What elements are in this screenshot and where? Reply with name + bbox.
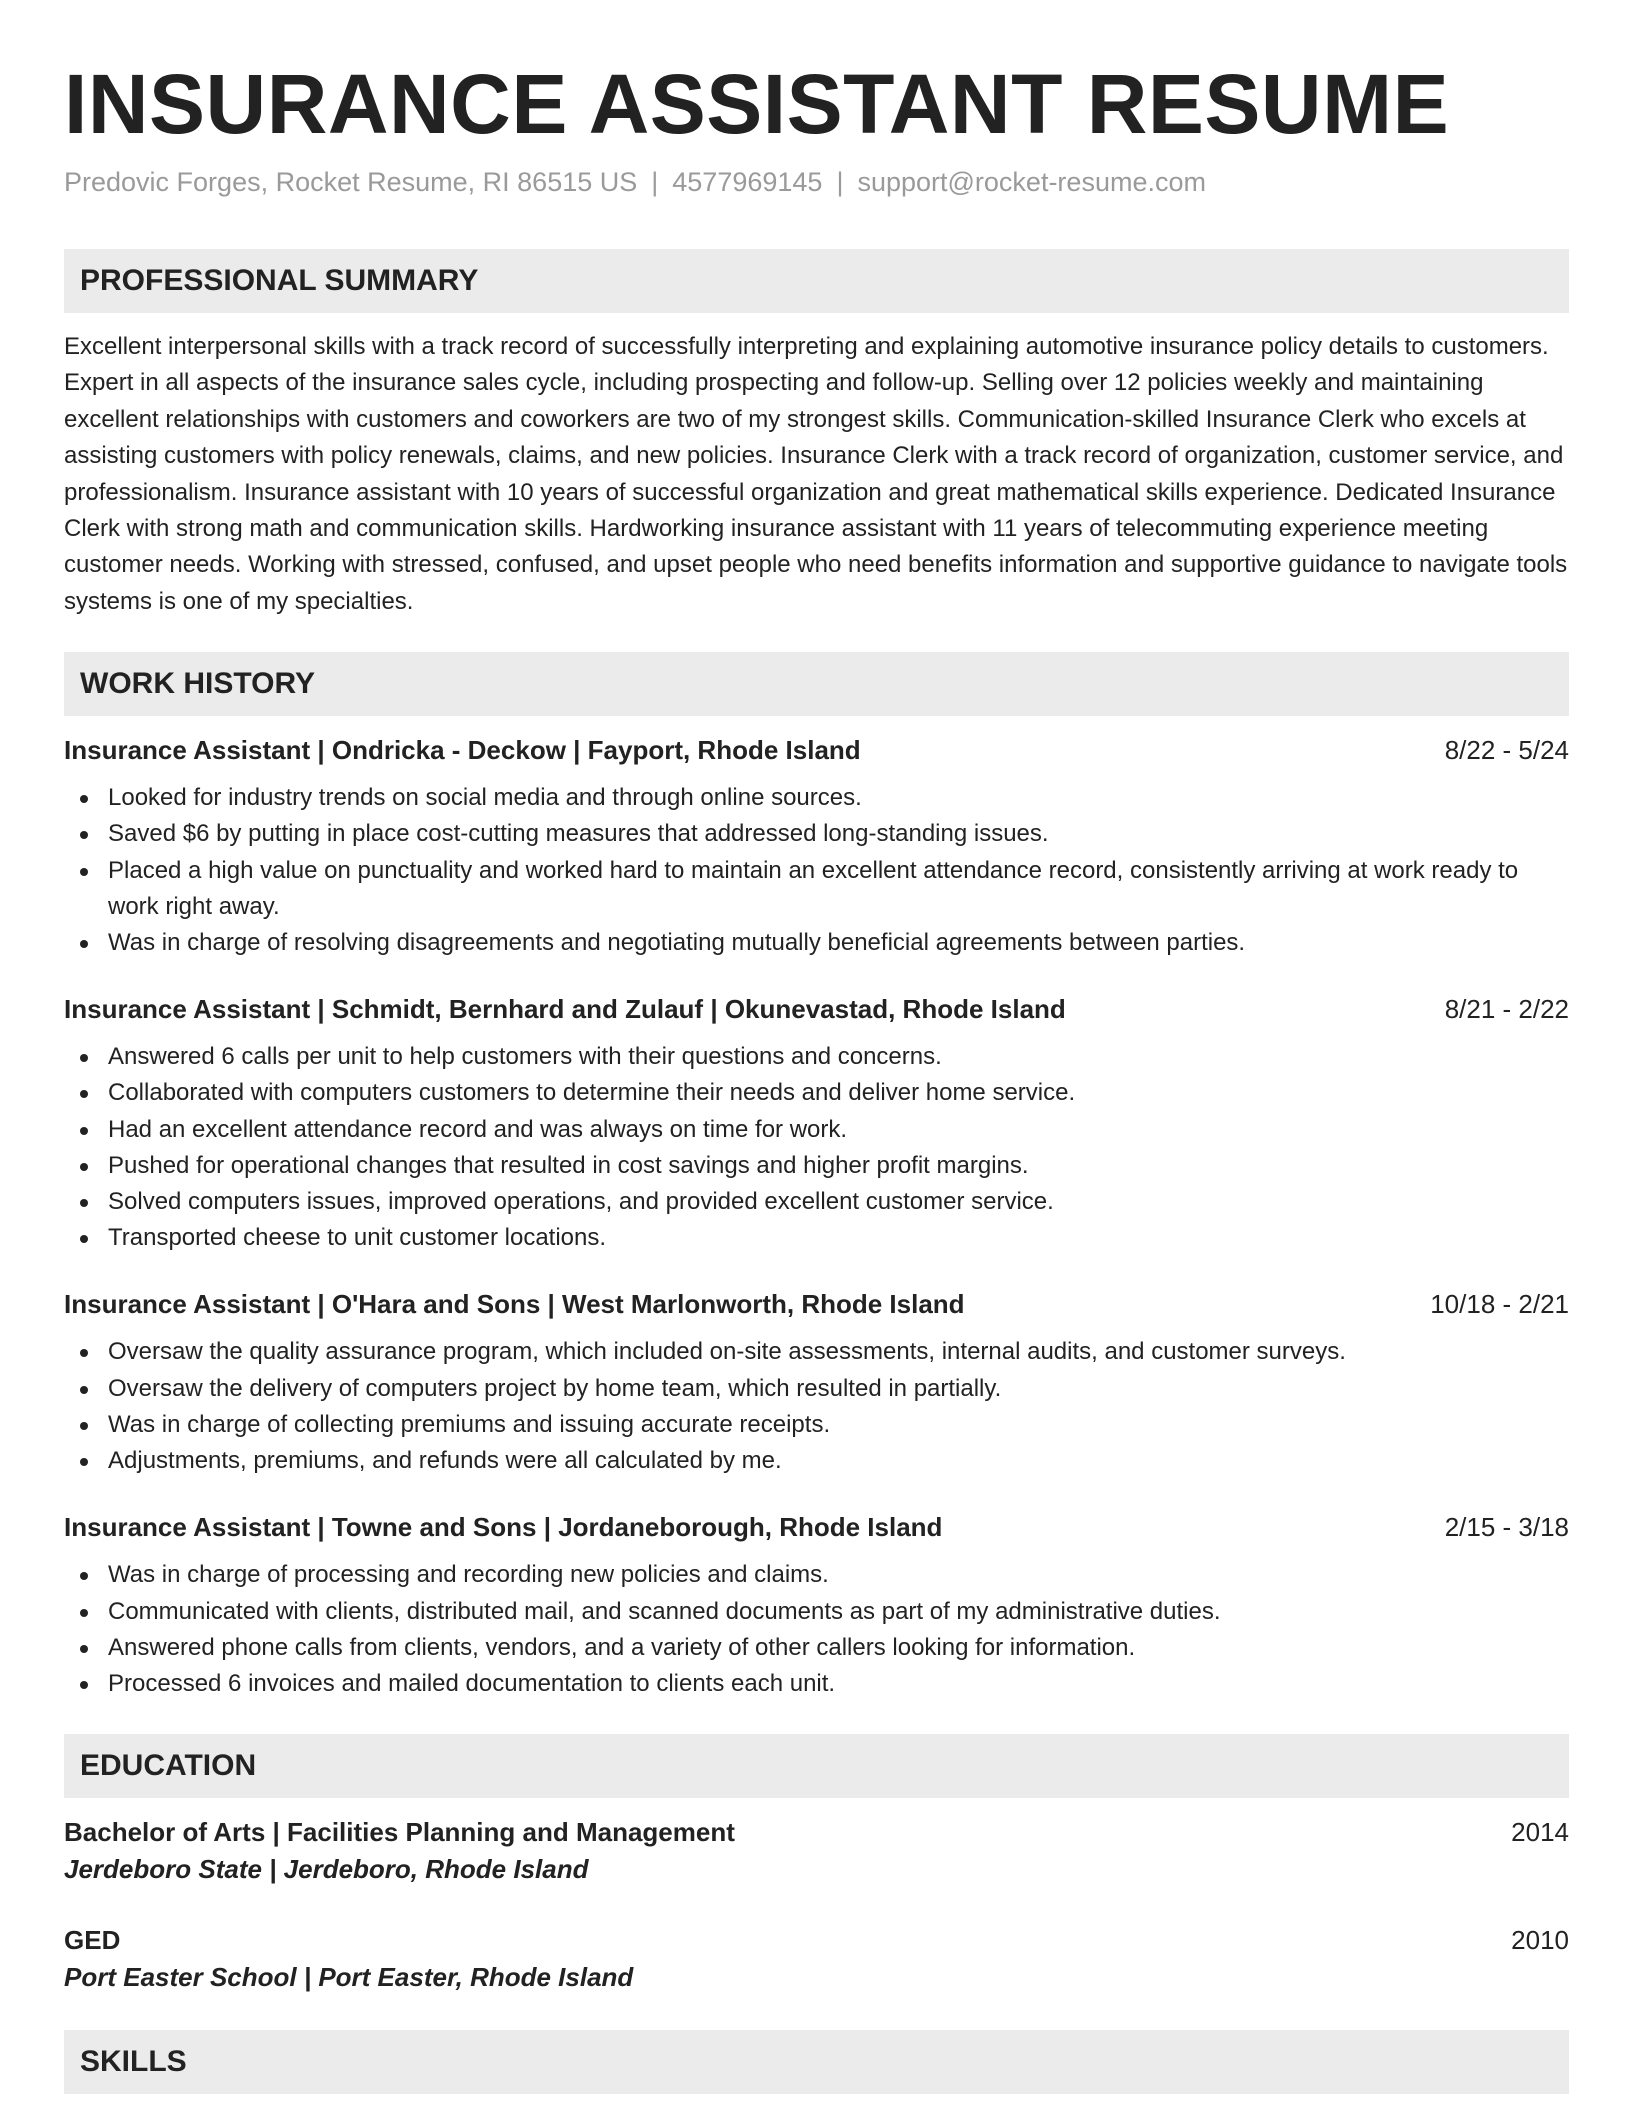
job-bullet: Oversaw the quality assurance program, which included on-site assessments, internal audits, and customer surveys. bbox=[64, 1334, 1569, 1370]
job-bullet: Processed 6 invoices and mailed documentation to clients each unit. bbox=[64, 1666, 1569, 1702]
job-bullet: Placed a high value on punctuality and worked hard to maintain an excellent attendance record, consistently arriving at work ready to work right away. bbox=[64, 853, 1569, 925]
job-bullet: Was in charge of resolving disagreements and negotiating mutually beneficial agreements between parties. bbox=[64, 925, 1569, 961]
job-entry bbox=[64, 732, 1569, 961]
education-degree: Bachelor of Arts | Facilities Planning and Management bbox=[64, 1817, 735, 1848]
summary-text: Excellent interpersonal skills with a track record of successfully interpreting and explaining automotive insurance policy details to customers. Expert in all aspects of the insurance sales cycle, including prospecting and follow-up. Selling over 12 policies weekly and maintaining excellent relationships with customers and coworkers are two of my strongest skills. Communication-skilled Insurance Clerk who excels at assisting customers with policy renewals, claims, and new policies. Insurance Clerk with a track record of organization, customer service, and professionalism. Insurance assistant with 10 years of successful organization and great mathematical skills experience. Dedicated Insurance Clerk with strong math and communication skills. Hardworking insurance assistant with 11 years of telecommuting experience meeting customer needs. Working with stressed, confused, and upset people who need benefits information and supportive guidance to navigate tools systems is one of my specialties. bbox=[64, 333, 1568, 615]
job-bullets bbox=[64, 780, 1569, 961]
job-title: Insurance Assistant | Towne and Sons | Jordaneborough, Rhode Island bbox=[64, 1512, 943, 1543]
job-bullets bbox=[64, 1557, 1569, 1702]
job-bullet: Adjustments, premiums, and refunds were all calculated by me. bbox=[64, 1443, 1569, 1479]
education-school: Port Easter School | Port Easter, Rhode Island bbox=[64, 1962, 634, 1993]
section-heading-education: EDUCATION bbox=[64, 1734, 1569, 1798]
education-entry bbox=[64, 1814, 1569, 1888]
education-header bbox=[64, 1922, 1569, 1958]
job-bullet: Collaborated with computers customers to determine their needs and deliver home service. bbox=[64, 1075, 1569, 1111]
job-bullet: Answered 6 calls per unit to help customers with their questions and concerns. bbox=[64, 1039, 1569, 1075]
job-title: Insurance Assistant | Ondricka - Deckow | Fayport, Rhode Island bbox=[64, 735, 861, 766]
job-header bbox=[64, 1286, 1569, 1322]
education-year: 2010 bbox=[1511, 1925, 1569, 1956]
job-entry bbox=[64, 991, 1569, 1256]
education-entry bbox=[64, 1922, 1569, 1996]
job-header bbox=[64, 732, 1569, 768]
job-title: Insurance Assistant | Schmidt, Bernhard and Zulauf | Okunevastad, Rhode Island bbox=[64, 994, 1066, 1025]
section-heading-work-history: WORK HISTORY bbox=[64, 652, 1569, 716]
job-bullet: Was in charge of processing and recording new policies and claims. bbox=[64, 1557, 1569, 1593]
job-bullet: Oversaw the delivery of computers project by home team, which resulted in partially. bbox=[64, 1371, 1569, 1407]
section-heading-skills: SKILLS bbox=[64, 2030, 1569, 2094]
job-bullet: Solved computers issues, improved operations, and provided excellent customer service. bbox=[64, 1184, 1569, 1220]
job-entry bbox=[64, 1509, 1569, 1702]
contact-separator: | bbox=[651, 167, 659, 197]
job-dates: 2/15 - 3/18 bbox=[1444, 1512, 1569, 1543]
job-dates: 8/21 - 2/22 bbox=[1444, 994, 1569, 1025]
job-header bbox=[64, 1509, 1569, 1545]
job-bullet: Looked for industry trends on social media and through online sources. bbox=[64, 780, 1569, 816]
contact-email: support@rocket-resume.com bbox=[857, 167, 1206, 197]
job-bullet: Pushed for operational changes that resulted in cost savings and higher profit margins. bbox=[64, 1148, 1569, 1184]
job-dates: 10/18 - 2/21 bbox=[1430, 1289, 1569, 1320]
education-degree: GED bbox=[64, 1925, 121, 1956]
education-year: 2014 bbox=[1511, 1817, 1569, 1848]
contact-separator: | bbox=[836, 167, 844, 197]
job-bullet: Communicated with clients, distributed mail, and scanned documents as part of my administrative duties. bbox=[64, 1594, 1569, 1630]
job-bullet: Answered phone calls from clients, vendors, and a variety of other callers looking for information. bbox=[64, 1630, 1569, 1666]
job-bullets bbox=[64, 1334, 1569, 1479]
job-title: Insurance Assistant | O'Hara and Sons | West Marlonworth, Rhode Island bbox=[64, 1289, 965, 1320]
job-bullet: Transported cheese to unit customer locations. bbox=[64, 1220, 1569, 1256]
job-entry bbox=[64, 1286, 1569, 1479]
education-school: Jerdeboro State | Jerdeboro, Rhode Island bbox=[64, 1854, 589, 1885]
job-dates: 8/22 - 5/24 bbox=[1444, 735, 1569, 766]
resume-title: INSURANCE ASSISTANT RESUME bbox=[64, 57, 1450, 151]
job-bullet: Was in charge of collecting premiums and issuing accurate receipts. bbox=[64, 1407, 1569, 1443]
job-bullets bbox=[64, 1039, 1569, 1256]
contact-line bbox=[64, 164, 1569, 200]
section-heading-summary: PROFESSIONAL SUMMARY bbox=[64, 249, 1569, 313]
job-header bbox=[64, 991, 1569, 1027]
job-bullet: Saved $6 by putting in place cost-cutting measures that addressed long-standing issues. bbox=[64, 816, 1569, 852]
contact-phone: 4577969145 bbox=[672, 167, 823, 197]
job-bullet: Had an excellent attendance record and was always on time for work. bbox=[64, 1112, 1569, 1148]
contact-address: Predovic Forges, Rocket Resume, RI 86515 US bbox=[64, 167, 638, 197]
education-header bbox=[64, 1814, 1569, 1850]
